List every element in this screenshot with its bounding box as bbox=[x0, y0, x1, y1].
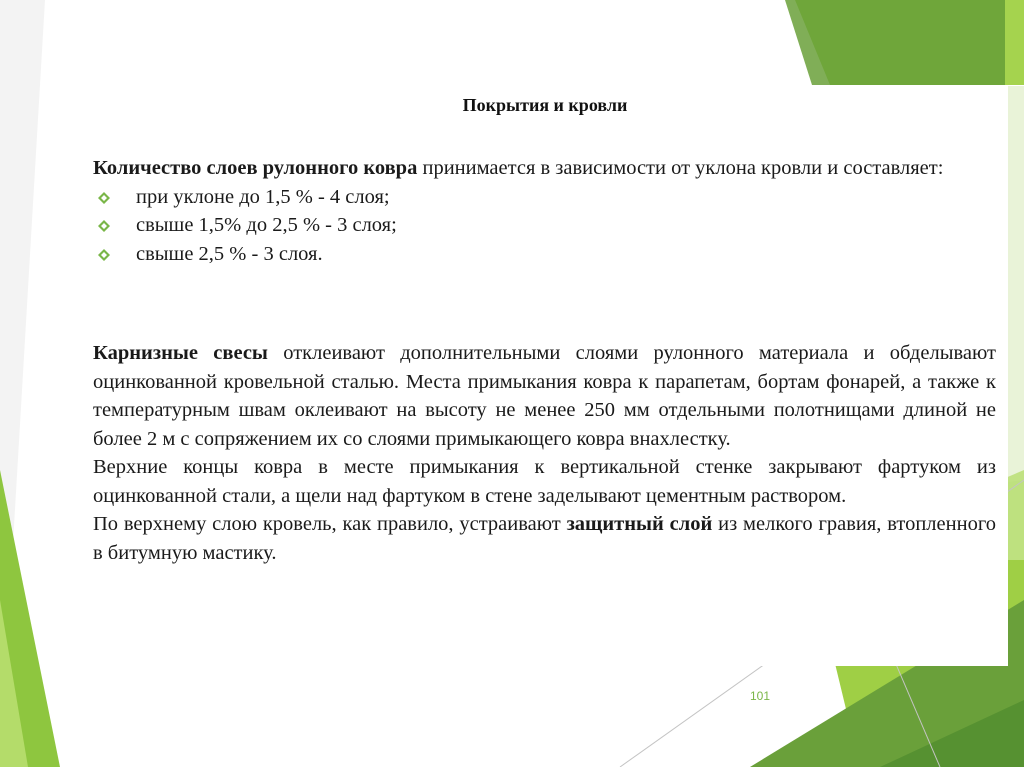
list-item-text: при уклоне до 1,5 % - 4 слоя; bbox=[136, 185, 390, 208]
deco-shape-top-right-dark bbox=[785, 0, 1005, 85]
section-eaves bbox=[93, 339, 996, 567]
list-item bbox=[93, 211, 996, 240]
lead-rest-text: принимается в зависимости от уклона кровли и составляет: bbox=[417, 157, 944, 179]
deco-shape-top-right-strip bbox=[1005, 0, 1024, 85]
section-roll-layers-lead bbox=[93, 154, 996, 183]
list-item bbox=[93, 240, 996, 269]
diamond-bullet-icon bbox=[98, 192, 110, 204]
diamond-bullet-icon bbox=[98, 249, 110, 261]
eaves-rest-text: отклеивают дополнительными слоями рулонного материала и обделывают оцинкованной кровельной сталью. Места примыкания ковра к парапетам, бортам фонарей, а также к температурным швам оклеивают на высоту не менее 250 мм отдельными полотнищами длиной не более 2 м с сопряжением их со слоями примыкающего ковра внахлестку. bbox=[93, 342, 996, 450]
paragraph-eaves bbox=[93, 339, 996, 453]
slide-title: Покрытия и кровли bbox=[462, 95, 628, 115]
protective-bold-term: защитный слой bbox=[566, 513, 713, 535]
lead-bold-term: Количество слоев рулонного ковра bbox=[93, 157, 418, 179]
section-roll-layers bbox=[93, 154, 996, 268]
eaves-bold-term: Карнизные свесы bbox=[93, 342, 268, 364]
list-item bbox=[93, 183, 996, 212]
protective-end-text: из мелкого гравия, втопленного в битумную мастику. bbox=[93, 513, 996, 564]
paragraph-protective-layer bbox=[93, 510, 996, 567]
deco-shape-left-top bbox=[0, 0, 45, 560]
list-item-text: свыше 2,5 % - 3 слоя. bbox=[136, 242, 323, 265]
diamond-bullet-icon bbox=[98, 220, 110, 232]
paragraph-upper-ends: Верхние концы ковра в месте примыкания к вертикальной стенке закрывают фартуком из оцинкованной стали, а щели над фартуком в стене заделывают цементным раствором. bbox=[93, 456, 996, 507]
slope-layer-list bbox=[93, 183, 996, 269]
protective-start-text: По верхнему слою кровель, как правило, устраивают bbox=[93, 513, 567, 535]
list-item-text: свыше 1,5% до 2,5 % - 3 слоя; bbox=[136, 214, 397, 236]
page-number: 101 bbox=[749, 689, 771, 703]
